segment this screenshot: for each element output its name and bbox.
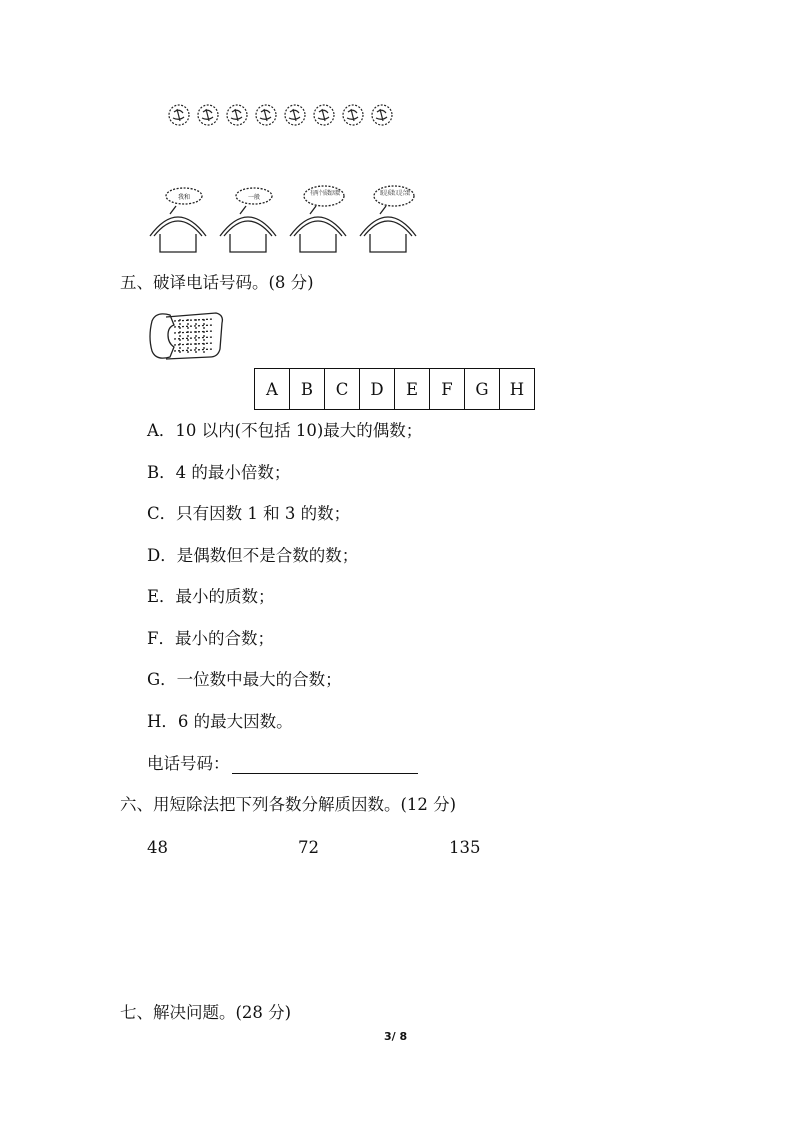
section5-title: 五、破译电话号码。(8 分) — [120, 273, 314, 292]
flowers-decoration — [165, 100, 397, 130]
section6-title: 六、用短除法把下列各数分解质因数。(12 分) — [120, 795, 457, 814]
flower-icon — [285, 105, 305, 125]
house-bubble-2: 一般 — [248, 194, 261, 201]
table-cell: A — [255, 369, 290, 410]
number-135: 135 — [449, 838, 481, 857]
page-number: 3/ 8 — [384, 1030, 408, 1043]
table-cell: C — [325, 369, 360, 410]
flower-icon — [256, 105, 276, 125]
answer-blank[interactable] — [232, 755, 418, 774]
table-cell: D — [360, 369, 395, 410]
table-row — [255, 369, 535, 410]
house-bubble-1: 我和 — [178, 194, 191, 201]
flower-icon — [314, 105, 334, 125]
section7-title: 七、解决问题。(28 分) — [120, 1003, 292, 1022]
table-cell: E — [395, 369, 430, 410]
clue-f: F．最小的合数； — [147, 629, 274, 648]
table-cell: G — [465, 369, 500, 410]
number-48: 48 — [147, 838, 168, 857]
flower-icon — [169, 105, 189, 125]
phone-number-answer — [147, 754, 418, 774]
clue-g: G．一位数中最大的合数； — [147, 670, 342, 689]
clue-c: C．只有因数 1 和 3 的数； — [147, 504, 351, 523]
phone-number-label: 电话号码： — [147, 754, 230, 773]
table-cell: B — [290, 369, 325, 410]
number-72: 72 — [298, 838, 319, 857]
phone-code-table — [254, 368, 535, 410]
flower-icon — [198, 105, 218, 125]
flower-icon — [343, 105, 363, 125]
table-cell: H — [500, 369, 535, 410]
clue-h: H．6 的最大因数。 — [147, 712, 293, 731]
telephone-icon — [146, 309, 226, 363]
clue-d: D．是偶数但不是合数的数； — [147, 546, 359, 565]
house-bubble-3: 有两个质数因数 — [310, 190, 353, 197]
flower-icon — [372, 105, 392, 125]
table-cell: F — [430, 369, 465, 410]
flower-icon — [227, 105, 247, 125]
house-bubble-4: 既是质数又是合数 — [380, 190, 429, 197]
houses-decoration — [145, 184, 429, 254]
clue-a: A．10 以内(不包括 10)最大的偶数； — [147, 421, 423, 440]
clue-b: B．4 的最小倍数； — [147, 463, 291, 482]
clue-e: E．最小的质数； — [147, 587, 275, 606]
